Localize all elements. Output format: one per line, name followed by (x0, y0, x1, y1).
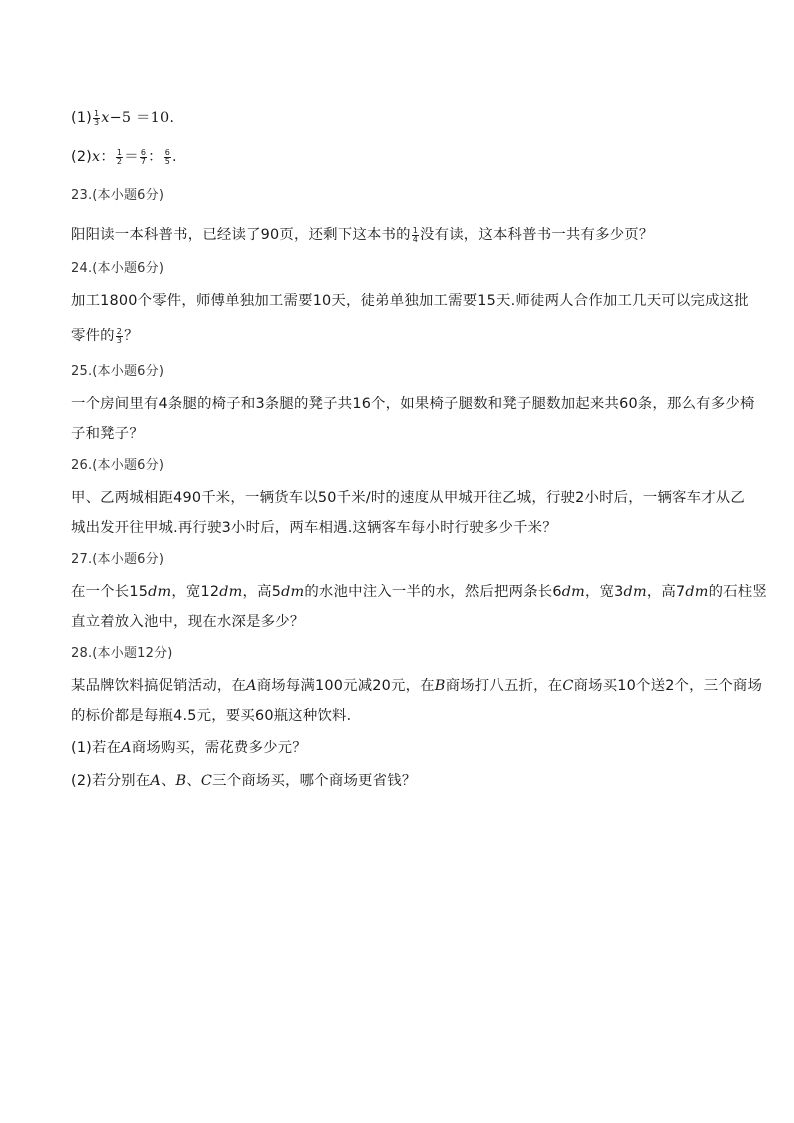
question-26-line-2: 城出发开往甲城.再行驶3小时后，两车相遇.这辆客车每小时行驶多少千米？ (71, 520, 557, 536)
fraction-one-third: $\frac{1}{3}$ (94, 108, 100, 127)
fraction-one-half: $\frac{1}{2}$ (116, 147, 123, 166)
variable-x: x (101, 110, 110, 126)
question-25-header: 25.(本小题6分) (71, 364, 165, 379)
variable-x: x (92, 149, 101, 165)
equation-1-label: (1) (71, 110, 92, 126)
question-26-header: 26.(本小题6分) (71, 458, 165, 473)
question-28-line-2: 的标价都是每瓶4.5元，要买60瓶这种饮料． (71, 708, 362, 724)
equation-1: (1) $\frac{1}{3}$ x−5 ＝10. (71, 108, 175, 127)
fraction-six-sevenths: $\frac{6}{7}$ (140, 147, 147, 166)
question-28-sub-1: (1)若在A商场购买，需花费多少元？ (71, 740, 307, 756)
fraction-two-thirds: $\frac{2}{3}$ (116, 326, 123, 345)
equation-2: (2)x： $\frac{1}{2}$ ＝ $\frac{6}{7}$ ： $\frac{6}{5}$ . (71, 147, 177, 166)
question-27-line-1: 在一个长15dm，宽12dm，高5dm的水池中注入一半的水，然后把两条长6dm，宽3dm，高7dm的石柱竖 (71, 584, 767, 600)
question-24-line-1: 加工1800个零件，师傅单独加工需要10天，徒弟单独加工需要15天.师徒两人合作加工几天可以完成这批 (71, 293, 749, 309)
fraction-one-quarter: $\frac{1}{4}$ (412, 225, 419, 244)
fraction-six-fifths: $\frac{6}{5}$ (164, 147, 170, 166)
question-27-line-2: 直立着放入池中，现在水深是多少？ (71, 614, 305, 630)
question-23-header: 23.(本小题6分) (71, 188, 165, 203)
question-27-header: 27.(本小题6分) (71, 552, 165, 567)
equation-1-rest: −5 ＝10 (109, 110, 170, 126)
question-24-header: 24.(本小题6分) (71, 261, 165, 276)
question-28-header: 28.(本小题12分) (71, 646, 173, 661)
question-23-text: 阳阳读一本科普书，已经读了90页，还剩下这本书的 $\frac{1}{4}$ 没有读，这本科普书一共有多少页？ (71, 225, 654, 244)
equation-2-label: (2) (71, 149, 92, 165)
question-25-line-1: 一个房间里有4条腿的椅子和3条腿的凳子共16个，如果椅子腿数和凳子腿数加起来共60条，那么有多少椅 (71, 396, 755, 412)
question-28-sub-2: (2)若分别在A、B、C三个商场买，哪个商场更省钱？ (71, 773, 417, 789)
question-26-line-1: 甲、乙两城相距490千米，一辆货车以50千米/时的速度从甲城开往乙城，行驶2小时后，一辆客车才从乙 (71, 490, 745, 506)
question-25-line-2: 子和凳子？ (71, 426, 144, 442)
question-24-line-2: 零件的 $\frac{2}{3}$ ？ (71, 326, 139, 345)
question-28-line-1: 某品牌饮料搞促销活动，在A商场每满100元减20元，在B商场打八五折，在C商场买10个送2个，三个商场 (71, 678, 763, 694)
